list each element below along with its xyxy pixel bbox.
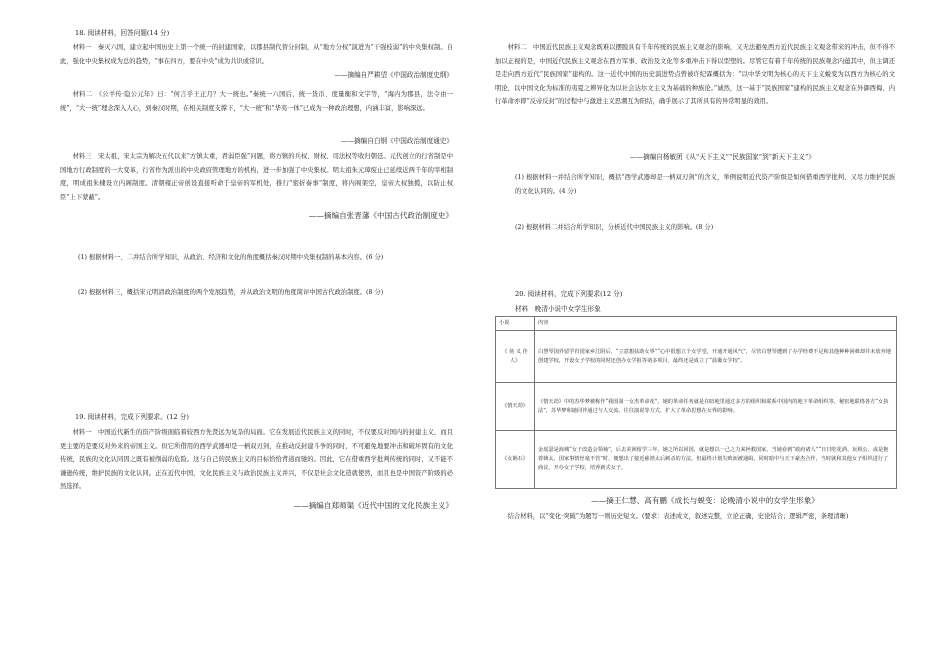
- q18-heading: 18. 阅读材料，回答问题(14 分): [75, 29, 170, 37]
- table-header-novel: 小说: [496, 317, 535, 331]
- right-page: [475, 0, 950, 672]
- q18-material-3: 材料三 宋太祖、宋太宗为解决五代以来“方镇太重，君弱臣强”问题，将方镇的兵权、财权、司法权等收归朝廷。元代创立的行省制是中国地方行政制度的一大变革，行省作为派出的中央政府管理地方的机构，进一步加强了中央集权。明太祖朱元璋废止已延续近两千年的宰相制度，明成祖朱棣设立内阁制度。清朝雍正帝创设直接听命于皇帝的军机处，推行“密折奏事”制度，将内阁架空，皇帝大权独揽，以防止权臣“上下蒙蔽”。: [60, 153, 453, 201]
- q18-subquestion-2: (2) 根据材料三，概括宋元明清政治制度的两个发展趋势，并从政治文明的角度简评中国古代政治制度。(8 分): [78, 289, 384, 296]
- q19-material-2: 材料二 中国近代民族主义观念既难以摆脱具有千年传统的民族主义观念的影响，又无法避免西方近代民族主义观念带来的冲击，但不得不加以正视的是，中国近代民族主义观念在西方军事、政治及文化等多重冲击下得以型塑的。尽管它有着千年传统的民族观念内蕴其中，但主调还是走向西方近代“民族国家”建构的。这一近代中国的历史演进势点曾被许纪霖概括为：“以中华文明为核心的天下主义蜕变为以西方为核心的文明论，以中国文化为标准的夷夏之辨异化为以社会达尔文主义为基础的种族论。”诚然，这一基于“民族国家”建构的民族主义观念在外御西侮、内行革命亦即“反帝反封”的过程中与激进主义思潮互为阳结，确乎展示了其所具有的异常明显的效用。: [495, 44, 895, 106]
- q18-material-2-source: ——摘编自白钢《中国政治制度通史》: [340, 137, 453, 145]
- table-cell-novel: 《女娲石》: [496, 431, 535, 489]
- q18-subquestion-1: (1) 根据材料一、二并结合所学知识，从政治、经济和文化的角度概括秦汉时期中央集权制的基本内容。(6 分): [78, 254, 384, 261]
- table-cell-novel: 《情天劫》: [496, 383, 535, 431]
- table-cell-content: 《情天劫》中的苏华梦被称作“我国第一女杰革命花”，她的革命任务就是在暗地里通过多方的组织和联系中国内的地下革命组织等，秘密地联络各方“女执法”，苏华梦和她同伴通过与人交流、往往演说等方式，扩大了革命思想在女界的影响。: [535, 383, 897, 431]
- q19-heading: 19. 阅读材料，完成下列要求。(12 分): [75, 413, 189, 421]
- table-row: [496, 383, 897, 431]
- table-header-content: 内容: [535, 317, 897, 331]
- table-cell-content: 金瑶瑟是海城“女子改造会领袖”，后去美洲留学三年，她之所以回国，就是想以一己之力来拯救国家。当她看到“政府诸人”“日日吃花酒、玩相公、或是抱着姨太，国家事情丝毫不管”时，便想出了接近慈禧太后刺杀的方法，但最终计划失败而被通缉，同时暗中与天下豪杰合作，当时就和其他女子组织进行了商议，开办女子学校，培养新式女子。: [535, 431, 897, 489]
- q20-heading: 20. 阅读材料，完成下列要求(12 分): [515, 290, 623, 298]
- q18-material-3-source: ——摘编自张晋藩《中国古代政治制度史》: [308, 211, 453, 220]
- table-header-row: [496, 317, 897, 331]
- table-row: [496, 431, 897, 489]
- q20-task: 结合材料，以“变化·突破”为题写一则历史短文。(要求：表述成文，叙述完整，立论正确，史论结合；逻辑严密，条理清晰): [507, 513, 849, 520]
- q20-material-title: 材料 晚清小说中女学生形象: [515, 305, 601, 313]
- q18-material-2: 材料二 《公羊传·隐公元年》曰：“何言乎王正月？大一统也。”秦统一六国后，统一货币、度量衡和文字等，“海内为郡县，法令由一统”，“大一统”理念深入人心，到秦汉时期，在相关制度支撑下，“大一统”和“华夷一体”已成为一种政治理想，内涵丰富，影响深远。: [60, 91, 453, 112]
- q19-material-1-source: ——摘编自郑师渠《近代中国的文化民族主义》: [293, 501, 453, 510]
- q20-novel-table: [495, 316, 897, 489]
- q18-material-1: 材料一 秦灭六国，建立起中国历史上第一个统一的封建国家，以郡县制代替分封制，从“地方分权”演进为“干强枝弱”的中央集权制。自此，强化中央集权成为总的趋势，“事在四方，要在中央”成为共识或常识。: [60, 44, 453, 65]
- q19-subquestion-2: (2) 根据材料二并结合所学知识，分析近代中国民族主义的影响。(8 分): [515, 224, 714, 231]
- q20-table-source: ——摘王仁慧、高有鹏《成长与蜕变：论晚清小说中的女学生形象》: [591, 496, 819, 505]
- q18-material-1-source: ——摘编自严耕望《中国政治制度史纲》: [334, 71, 453, 79]
- table-cell-content: 白慧琴国外留学归国家乡江阴后，“立意想扶助女界”“心中很想立个女学堂，开通开通风气”，尽管白慧琴遭到了办学经费不足和其他种种困难却并未放弃地创建学校，开设女子学校的同时还创办女学报等诸多项目，最终还是成立了“晨霭女学校”。: [535, 331, 897, 383]
- q19-material-2-source: ——摘编自杨敏团《从“天下主义”“民族国家”到“新天下主义”》: [629, 153, 815, 161]
- q19-subquestion-1: (1) 根据材料一并结合所学知识，概括“西学武器却是一柄双刃剑”的含义，举例说明近代资产阶级是如何借重西学批判、又尽力维护民族的文化认同的。(4 分): [515, 174, 895, 195]
- q19-material-1: 材料一 中国近代新生的资产阶级面临着较西方先贤远为复杂的局面。它在发展近代民族主义的同时，不仅要反对国内的封建主义，而且更主要的是要反对外来的帝国主义。但它所借用的西学武器却是一柄双刃剑，在推动反封建斗争的同时，不可避免地要冲击和破坏固有的文化传统，民族的文化认同因之既有被削弱的危险。这与自己的民族主义的目标恰恰背道而驰的。因此，它在借重西学批判传统的同时，又不能不谦逊传统，维护民族的文化认同。正在近代中国，文化民族主义与政治民族主义并兴，不仅是社会文化造就使然，而且也是中国资产阶级的必然选择。: [60, 429, 453, 491]
- table-cell-novel: 《 侠 义 佳人》: [496, 331, 535, 383]
- table-row: [496, 331, 897, 383]
